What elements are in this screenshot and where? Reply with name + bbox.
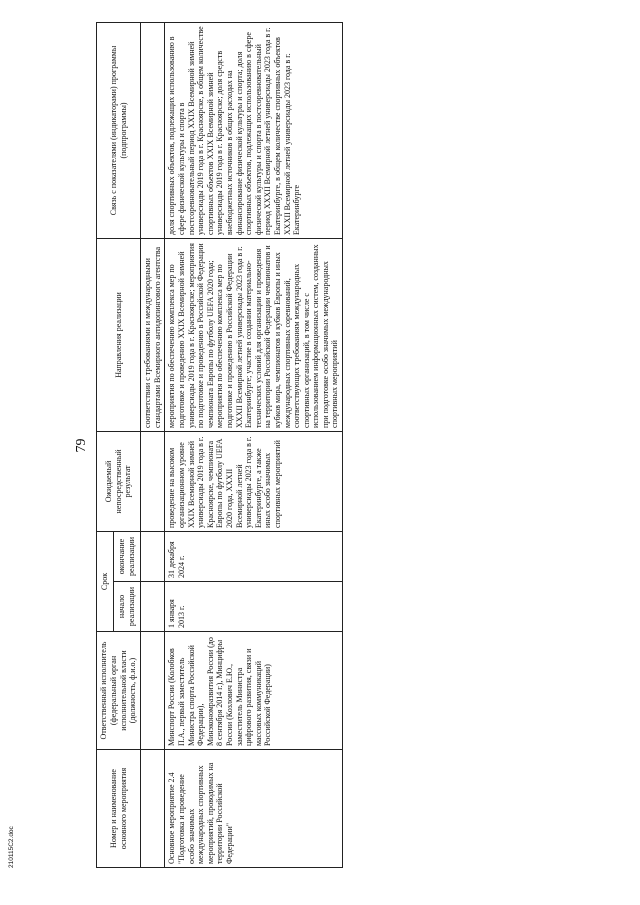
- header-indicators: Связь с показателями (индикаторами) программы (подпрограммы): [97, 22, 141, 238]
- page-number: 79: [74, 438, 89, 453]
- table-row-continuation: [141, 22, 165, 867]
- header-directions: Направления реализации: [97, 238, 141, 431]
- cell-directions: мероприятия по обеспечению комплекса мер по подготовке и проведению XXIX Всемирной зимней универсиады 2019 года в г. Красноярске; мероприятия по подготовке и проведению в Российской Федерации чемпионата Европы по футболу UEFA 2020 года; мероприятия по обеспечению комплекса мер по подготовке и проведению в Российской Федерации XXXII Всемирной летней универсиады 2023 года в г. Екатеринбурге; участие в создании материально-технических условий для организации и проведения на территории Российской Федерации чемпионатов и кубков мира, чемпионатов и кубков Европы и иных международных спортивных соревнований, соответствующих требованиям международных спортивных организаций, в том числе с использованием информационных систем, созданных при подготовке особо значимых международных спортивных мероприятий: [165, 238, 343, 431]
- cell-start-date: 1 января 2013 г.: [165, 582, 343, 632]
- rotated-document-page: [60, 23, 580, 868]
- cell-end-date: 31 декабря 2024 г.: [165, 531, 343, 581]
- cell-empty: [141, 750, 165, 868]
- header-result: Ожидаемый непосредственный результат: [97, 431, 141, 531]
- header-term: Срок: [97, 531, 114, 631]
- cell-empty: [141, 531, 165, 581]
- header-executor: Ответственный исполнитель (федеральный орган исполнительной власти (должность, ф.и.о.): [97, 632, 141, 750]
- header-event: Номер и наименование основного мероприятия: [97, 750, 141, 868]
- table-header-row: [97, 22, 114, 867]
- cell-directions-continued: соответствии с требованиями и международными стандартами Всемирного антидопингового агентства: [141, 238, 165, 431]
- cell-result: проведение на высоком организационном уровне XXIX Всемирной зимней универсиады 2019 года в г. Красноярске, чемпионата Европы по футболу UEFA 2020 года, XXXII Всемирной летней универсиады 2023 года в г. Екатеринбурге, а также иных особо значимых спортивных мероприятий: [165, 431, 343, 531]
- document-code: 210115C2.doc: [8, 826, 15, 868]
- header-end: окончание реализации: [113, 531, 141, 581]
- cell-indicators: доля спортивных объектов, подлежащих использованию в сфере физической культуры и спорта в постсоревновательный период XXIX Всемирной зимней универсиады 2019 года в г. Красноярске, в общем количестве спортивных объектов XXIX Всемирной зимней универсиады 2019 года в г. Красноярске; доля средств внебюджетных источников в общих расходах на финансирование физической культуры и спорта; доля спортивных объектов, подлежащих использованию в сфере физической культуры и спорта в постсоревновательный период XXXII Всемирной летней универсиады 2023 года в г. Екатеринбурге, в общем количестве спортивных объектов XXXII Всемирной летней универсиады 2023 года в г. Екатеринбурге: [165, 22, 343, 238]
- program-events-table: [96, 22, 343, 868]
- cell-executor: Минспорт России (Колобков П.А., первый заместитель Министра спорта Российской Федерации), Минэкономразвития России (до 8 сентября 2014 г.), Минцифры России (Козлович Е.Ю., заместитель Министра цифрового развития, связи и массовых коммуникаций Российской Федерации): [165, 632, 343, 750]
- cell-empty: [141, 632, 165, 750]
- cell-empty: [141, 431, 165, 531]
- table-row: [165, 22, 343, 867]
- cell-empty: [141, 582, 165, 632]
- cell-empty: [141, 22, 165, 238]
- cell-event: Основное мероприятие 2.4 "Подготовка и проведение особо значимых международных спортивных мероприятий, проводимых на территории Российской Федерации": [165, 750, 343, 868]
- header-start: начало реализации: [113, 582, 141, 632]
